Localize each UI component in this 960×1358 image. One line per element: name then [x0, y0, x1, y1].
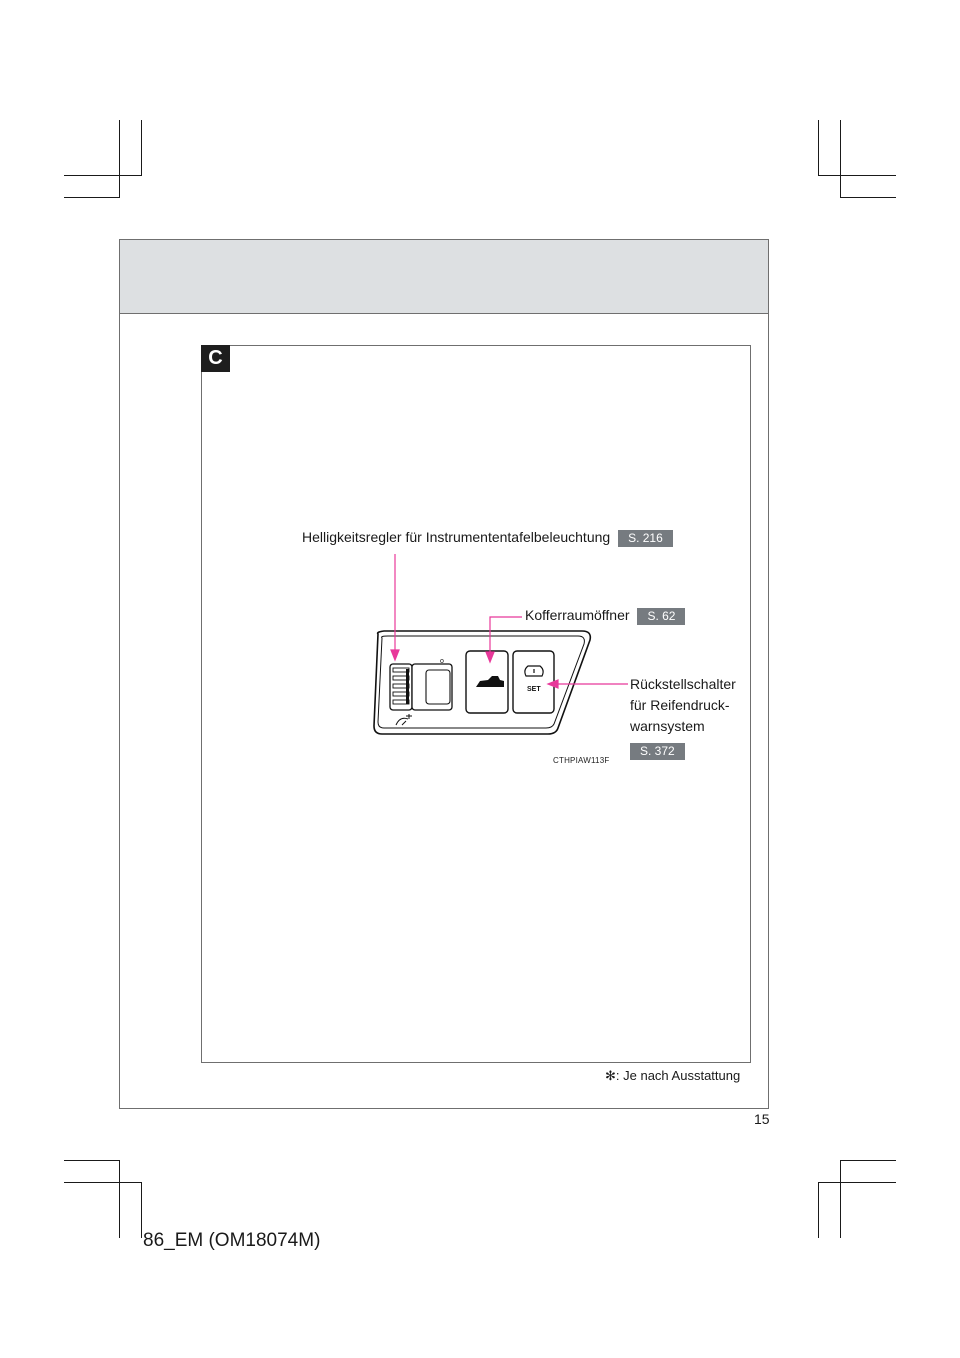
- tpms-page-ref[interactable]: S. 372: [630, 743, 685, 760]
- trunk-callout-label: Kofferraumöffner: [525, 607, 630, 623]
- crop-mark: [64, 1182, 142, 1183]
- crop-mark: [141, 120, 142, 176]
- header-band: [120, 240, 768, 314]
- brightness-callout-label: Helligkeitsregler für Instrumententafelbeleuchtung: [302, 529, 611, 545]
- document-code: 86_EM (OM18074M): [143, 1230, 321, 1251]
- tpms-callout-line1: Rückstellschalter: [630, 676, 736, 692]
- crop-mark: [64, 197, 120, 198]
- image-code: CTHPIAW113F: [553, 756, 610, 765]
- crop-mark: [818, 175, 896, 176]
- crop-mark: [64, 175, 142, 176]
- asterisk-icon: ✻: [605, 1068, 616, 1083]
- footnote-text: : Je nach Ausstattung: [615, 1068, 741, 1083]
- crop-mark: [840, 1160, 841, 1238]
- crop-mark: [119, 1160, 120, 1238]
- brightness-page-ref[interactable]: S. 216: [618, 530, 673, 547]
- tpms-callout-line2: für Reifendruck-: [630, 697, 730, 713]
- crop-mark: [141, 1182, 142, 1238]
- footnote: [605, 1068, 740, 1084]
- page-number: 15: [754, 1111, 770, 1127]
- section-badge: C: [201, 345, 230, 372]
- crop-mark: [818, 120, 819, 176]
- dial-off-mark: o: [440, 658, 444, 665]
- crop-mark: [818, 1182, 819, 1238]
- crop-mark: [64, 1160, 120, 1161]
- tpms-callout-line3: warnsystem: [630, 718, 705, 734]
- crop-mark: [840, 1160, 896, 1161]
- switch-panel-illustration: [360, 540, 680, 740]
- crop-mark: [119, 120, 120, 198]
- trunk-page-ref[interactable]: S. 62: [637, 608, 685, 625]
- crop-mark: [840, 120, 841, 198]
- tpms-reset-button: [513, 651, 554, 713]
- set-label: SET: [527, 686, 541, 693]
- crop-mark: [818, 1182, 896, 1183]
- crop-mark: [840, 197, 896, 198]
